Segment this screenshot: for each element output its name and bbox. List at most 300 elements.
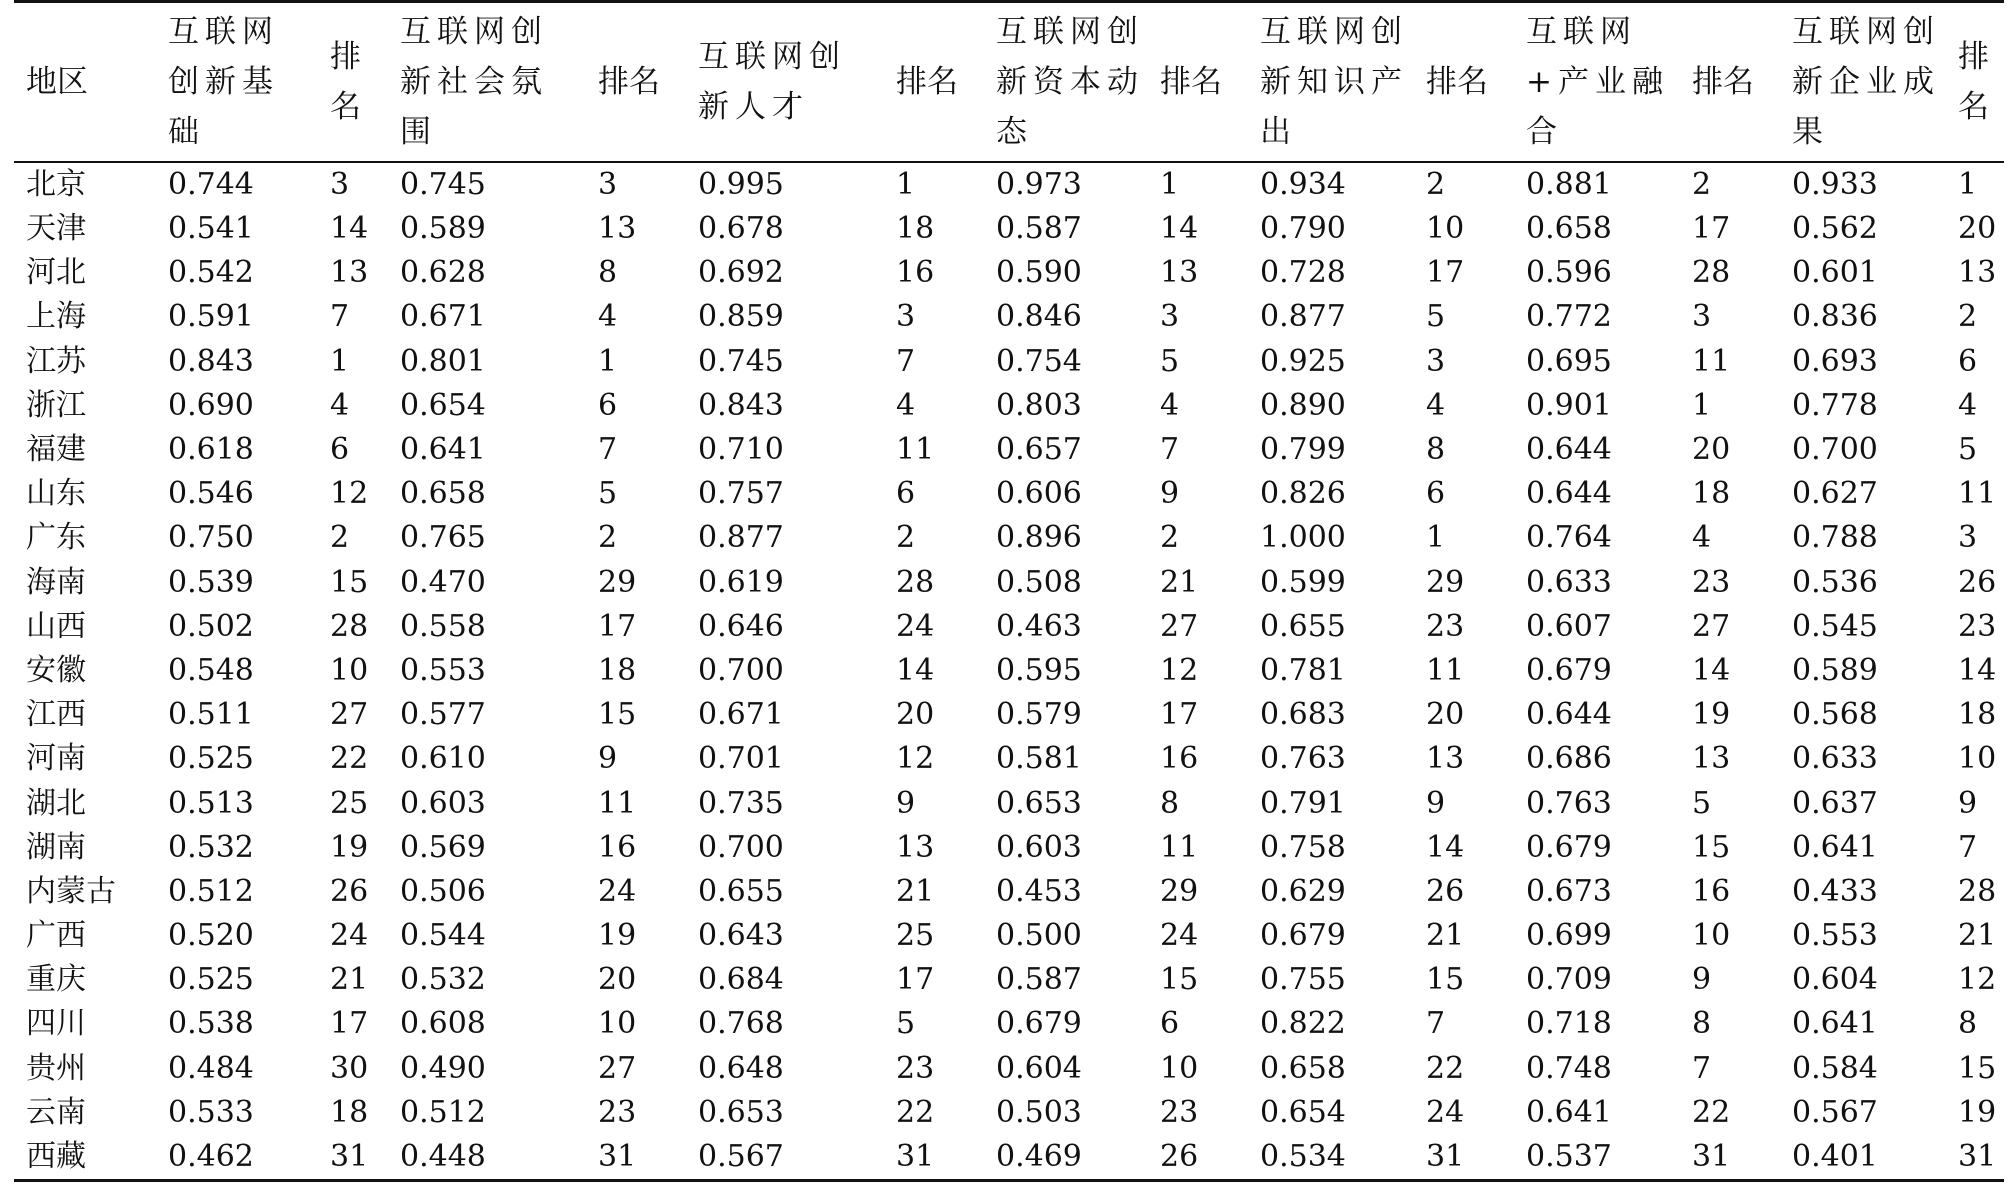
- table-row: [14, 162, 2004, 207]
- cell-rank-base: 27: [330, 697, 369, 733]
- cell-rank-base: 24: [330, 918, 369, 954]
- cell-capital: 0.587: [996, 962, 1082, 998]
- cell-talent: 0.619: [698, 564, 784, 600]
- table-row: [14, 781, 2004, 825]
- cell-atmosphere: 0.506: [400, 873, 486, 909]
- cell-integration: 0.644: [1526, 697, 1612, 733]
- cell-talent: 0.700: [698, 652, 784, 688]
- cell-rank-base: 2: [330, 520, 350, 556]
- cell-knowledge: 0.799: [1260, 432, 1346, 468]
- cell-rank-integration: 11: [1692, 343, 1731, 379]
- cell-atmosphere: 0.610: [400, 741, 486, 777]
- cell-region: 贵州: [26, 1050, 86, 1086]
- cell-rank-integration: 2: [1692, 167, 1712, 202]
- header-industry-integration: 互联网+产业融合: [1514, 2, 1684, 163]
- cell-rank-base: 14: [330, 211, 369, 247]
- cell-rank-knowledge: 6: [1426, 476, 1446, 512]
- cell-rank-talent: 3: [896, 299, 916, 335]
- cell-base: 0.525: [168, 741, 254, 777]
- table-row: [14, 428, 2004, 472]
- cell-region: 安徽: [26, 652, 86, 688]
- cell-enterprise: 0.545: [1792, 608, 1878, 644]
- cell-enterprise: 0.401: [1780, 1135, 1950, 1181]
- cell-region: 山西: [26, 608, 86, 644]
- cell-rank-atmosphere: 9: [598, 741, 618, 777]
- cell-capital: 0.587: [996, 211, 1082, 247]
- cell-rank-talent: 6: [896, 476, 916, 512]
- cell-rank-atmosphere: 19: [598, 918, 637, 954]
- cell-atmosphere: 0.608: [400, 1006, 486, 1042]
- cell-rank-capital: 7: [1160, 432, 1180, 468]
- cell-rank-capital: 8: [1160, 785, 1180, 821]
- cell-atmosphere: 0.745: [400, 167, 486, 202]
- cell-rank-knowledge: 3: [1426, 343, 1446, 379]
- cell-enterprise: 0.788: [1792, 520, 1878, 556]
- cell-integration: 0.596: [1526, 255, 1612, 291]
- cell-rank-enterprise: 31: [1950, 1135, 2004, 1181]
- cell-rank-capital: 16: [1160, 741, 1199, 777]
- cell-knowledge: 0.534: [1248, 1135, 1418, 1181]
- cell-rank-talent: 4: [896, 387, 916, 423]
- cell-atmosphere: 0.577: [400, 697, 486, 733]
- cell-capital: 0.503: [996, 1094, 1082, 1130]
- cell-rank-atmosphere: 23: [598, 1094, 637, 1130]
- cell-rank-enterprise: 10: [1958, 741, 1997, 777]
- cell-rank-atmosphere: 18: [598, 652, 637, 688]
- cell-rank-capital: 11: [1160, 829, 1199, 865]
- cell-knowledge: 0.791: [1260, 785, 1346, 821]
- cell-rank-capital: 13: [1160, 255, 1199, 291]
- table-row: [14, 958, 2004, 1002]
- cell-capital: 0.604: [996, 1050, 1082, 1086]
- cell-rank-atmosphere: 15: [598, 697, 637, 733]
- cell-rank-enterprise: 11: [1958, 476, 1997, 512]
- cell-rank-enterprise: 26: [1958, 564, 1997, 600]
- cell-capital: 0.595: [996, 652, 1082, 688]
- cell-talent: 0.648: [698, 1050, 784, 1086]
- cell-rank-talent: 1: [896, 167, 916, 202]
- cell-capital: 0.453: [996, 873, 1082, 909]
- cell-capital: 0.500: [996, 918, 1082, 954]
- table-row: [14, 384, 2004, 428]
- cell-knowledge: 0.654: [1260, 1094, 1346, 1130]
- cell-rank-talent: 7: [896, 343, 916, 379]
- cell-knowledge: 0.877: [1260, 299, 1346, 335]
- cell-capital: 0.590: [996, 255, 1082, 291]
- cell-rank-integration: 5: [1692, 785, 1712, 821]
- cell-talent: 0.678: [698, 211, 784, 247]
- cell-atmosphere: 0.641: [400, 432, 486, 468]
- header-rank-2: 排名: [590, 2, 686, 163]
- cell-enterprise: 0.553: [1792, 918, 1878, 954]
- cell-knowledge: 0.755: [1260, 962, 1346, 998]
- cell-rank-atmosphere: 8: [598, 255, 618, 291]
- cell-integration: 0.673: [1526, 873, 1612, 909]
- cell-region: 上海: [26, 299, 86, 335]
- table-row: [14, 472, 2004, 516]
- cell-rank-talent: 17: [896, 962, 935, 998]
- cell-rank-enterprise: 20: [1958, 211, 1997, 247]
- cell-capital: 0.896: [996, 520, 1082, 556]
- cell-enterprise: 0.637: [1792, 785, 1878, 821]
- cell-atmosphere: 0.558: [400, 608, 486, 644]
- table-row: [14, 516, 2004, 560]
- cell-rank-atmosphere: 3: [598, 167, 618, 202]
- cell-rank-integration: 1: [1692, 387, 1712, 423]
- cell-rank-integration: 23: [1692, 564, 1731, 600]
- cell-knowledge: 0.822: [1260, 1006, 1346, 1042]
- cell-atmosphere: 0.512: [400, 1094, 486, 1130]
- cell-base: 0.744: [168, 167, 254, 202]
- cell-rank-enterprise: 23: [1958, 608, 1997, 644]
- cell-rank-capital: 29: [1160, 873, 1199, 909]
- cell-rank-integration: 22: [1692, 1094, 1731, 1130]
- cell-rank-knowledge: 10: [1426, 211, 1465, 247]
- cell-talent: 0.768: [698, 1006, 784, 1042]
- cell-base: 0.548: [168, 652, 254, 688]
- table-row: [14, 870, 2004, 914]
- cell-rank-atmosphere: 20: [598, 962, 637, 998]
- cell-rank-enterprise: 1: [1958, 167, 1978, 202]
- cell-knowledge: 0.781: [1260, 652, 1346, 688]
- cell-region: 河南: [26, 741, 86, 777]
- cell-integration: 0.695: [1526, 343, 1612, 379]
- cell-rank-base: 19: [330, 829, 369, 865]
- cell-rank-base: 13: [330, 255, 369, 291]
- cell-base: 0.502: [168, 608, 254, 644]
- cell-base: 0.533: [168, 1094, 254, 1130]
- cell-rank-atmosphere: 5: [598, 476, 618, 512]
- cell-capital: 0.754: [996, 343, 1082, 379]
- cell-rank-talent: 25: [896, 918, 935, 954]
- cell-region: 云南: [26, 1094, 86, 1130]
- cell-rank-integration: 19: [1692, 697, 1731, 733]
- cell-rank-enterprise: 7: [1958, 829, 1978, 865]
- cell-rank-atmosphere: 7: [598, 432, 618, 468]
- cell-talent: 0.735: [698, 785, 784, 821]
- cell-region: 广东: [26, 520, 86, 556]
- table-body: [14, 162, 2004, 1180]
- header-knowledge-output: 互联网创新知识产出: [1248, 2, 1418, 163]
- cell-knowledge: 0.763: [1260, 741, 1346, 777]
- cell-rank-atmosphere: 27: [598, 1050, 637, 1086]
- cell-knowledge: 0.758: [1260, 829, 1346, 865]
- cell-rank-atmosphere: 2: [598, 520, 618, 556]
- cell-region: 湖南: [26, 829, 86, 865]
- cell-rank-knowledge: 24: [1426, 1094, 1465, 1130]
- cell-integration: 0.763: [1526, 785, 1612, 821]
- cell-rank-integration: 13: [1692, 741, 1731, 777]
- header-rank-4: 排名: [1152, 2, 1248, 163]
- cell-enterprise: 0.700: [1792, 432, 1878, 468]
- cell-enterprise: 0.536: [1792, 564, 1878, 600]
- cell-rank-knowledge: 23: [1426, 608, 1465, 644]
- cell-region: 湖北: [26, 785, 86, 821]
- cell-rank-enterprise: 4: [1958, 387, 1978, 423]
- cell-rank-enterprise: 15: [1958, 1050, 1997, 1086]
- cell-rank-atmosphere: 13: [598, 211, 637, 247]
- cell-rank-capital: 2: [1160, 520, 1180, 556]
- cell-rank-base: 3: [330, 167, 350, 202]
- cell-rank-capital: 23: [1160, 1094, 1199, 1130]
- header-rank-6: 排名: [1684, 2, 1780, 163]
- cell-knowledge: 0.934: [1260, 167, 1346, 202]
- cell-rank-atmosphere: 1: [598, 343, 618, 379]
- table-row: [14, 914, 2004, 958]
- cell-integration: 0.633: [1526, 564, 1612, 600]
- cell-talent: 0.655: [698, 873, 784, 909]
- cell-rank-atmosphere: 6: [598, 387, 618, 423]
- cell-knowledge: 0.679: [1260, 918, 1346, 954]
- cell-rank-capital: 9: [1160, 476, 1180, 512]
- cell-rank-knowledge: 15: [1426, 962, 1465, 998]
- cell-rank-base: 21: [330, 962, 369, 998]
- cell-rank-integration: 7: [1692, 1050, 1712, 1086]
- cell-knowledge: 0.629: [1260, 873, 1346, 909]
- cell-rank-base: 25: [330, 785, 369, 821]
- cell-rank-talent: 28: [896, 564, 935, 600]
- cell-region: 江苏: [26, 343, 86, 379]
- cell-rank-knowledge: 17: [1426, 255, 1465, 291]
- cell-enterprise: 0.601: [1792, 255, 1878, 291]
- cell-talent: 0.859: [698, 299, 784, 335]
- cell-capital: 0.657: [996, 432, 1082, 468]
- cell-capital: 0.581: [996, 741, 1082, 777]
- cell-rank-knowledge: 31: [1418, 1135, 1514, 1181]
- cell-rank-enterprise: 21: [1958, 918, 1997, 954]
- cell-rank-capital: 6: [1160, 1006, 1180, 1042]
- cell-talent: 0.671: [698, 697, 784, 733]
- cell-integration: 0.644: [1526, 432, 1612, 468]
- cell-knowledge: 0.826: [1260, 476, 1346, 512]
- cell-rank-talent: 20: [896, 697, 935, 733]
- table-row: [14, 1091, 2004, 1135]
- cell-region: 江西: [26, 697, 86, 733]
- cell-rank-integration: 17: [1692, 211, 1731, 247]
- cell-rank-enterprise: 2: [1958, 299, 1978, 335]
- cell-rank-talent: 11: [896, 432, 935, 468]
- cell-rank-integration: 8: [1692, 1006, 1712, 1042]
- cell-capital: 0.846: [996, 299, 1082, 335]
- cell-knowledge: 0.890: [1260, 387, 1346, 423]
- cell-rank-capital: 21: [1160, 564, 1199, 600]
- cell-region: 河北: [26, 255, 86, 291]
- table-row: [14, 1002, 2004, 1046]
- cell-rank-integration: 27: [1692, 608, 1731, 644]
- cell-rank-knowledge: 4: [1426, 387, 1446, 423]
- cell-rank-enterprise: 6: [1958, 343, 1978, 379]
- header-rank-7: 排名: [1950, 2, 2004, 163]
- cell-rank-talent: 14: [896, 652, 935, 688]
- cell-rank-atmosphere: 10: [598, 1006, 637, 1042]
- cell-atmosphere: 0.544: [400, 918, 486, 954]
- cell-capital: 0.579: [996, 697, 1082, 733]
- cell-rank-enterprise: 12: [1958, 962, 1997, 998]
- cell-rank-knowledge: 7: [1426, 1006, 1446, 1042]
- cell-rank-knowledge: 29: [1426, 564, 1465, 600]
- cell-rank-atmosphere: 4: [598, 299, 618, 335]
- cell-talent: 0.646: [698, 608, 784, 644]
- cell-base: 0.511: [168, 697, 254, 733]
- cell-knowledge: 0.655: [1260, 608, 1346, 644]
- cell-base: 0.532: [168, 829, 254, 865]
- cell-rank-base: 10: [330, 652, 369, 688]
- cell-rank-talent: 2: [896, 520, 916, 556]
- cell-rank-talent: 22: [896, 1094, 935, 1130]
- table-row: [14, 737, 2004, 781]
- cell-rank-talent: 5: [896, 1006, 916, 1042]
- cell-base: 0.618: [168, 432, 254, 468]
- cell-integration: 0.607: [1526, 608, 1612, 644]
- table-row: [14, 649, 2004, 693]
- cell-atmosphere: 0.569: [400, 829, 486, 865]
- cell-enterprise: 0.633: [1792, 741, 1878, 777]
- cell-rank-talent: 16: [896, 255, 935, 291]
- cell-enterprise: 0.778: [1792, 387, 1878, 423]
- cell-region: 浙江: [26, 387, 86, 423]
- cell-rank-base: 4: [330, 387, 350, 423]
- cell-talent: 0.710: [698, 432, 784, 468]
- cell-talent: 0.757: [698, 476, 784, 512]
- cell-base: 0.541: [168, 211, 254, 247]
- cell-enterprise: 0.641: [1792, 1006, 1878, 1042]
- cell-rank-knowledge: 13: [1426, 741, 1465, 777]
- cell-base: 0.512: [168, 873, 254, 909]
- cell-rank-base: 17: [330, 1006, 369, 1042]
- cell-enterprise: 0.836: [1792, 299, 1878, 335]
- cell-integration: 0.641: [1526, 1094, 1612, 1130]
- cell-rank-talent: 18: [896, 211, 935, 247]
- cell-region: 海南: [26, 564, 86, 600]
- cell-talent: 0.745: [698, 343, 784, 379]
- cell-capital: 0.603: [996, 829, 1082, 865]
- cell-rank-capital: 27: [1160, 608, 1199, 644]
- cell-atmosphere: 0.671: [400, 299, 486, 335]
- cell-rank-base: 26: [330, 873, 369, 909]
- cell-region: 内蒙古: [26, 873, 116, 909]
- cell-rank-knowledge: 21: [1426, 918, 1465, 954]
- cell-base: 0.546: [168, 476, 254, 512]
- cell-region: 天津: [26, 211, 86, 247]
- cell-rank-talent: 31: [888, 1135, 984, 1181]
- cell-rank-integration: 9: [1692, 962, 1712, 998]
- cell-rank-knowledge: 14: [1426, 829, 1465, 865]
- cell-rank-knowledge: 1: [1426, 520, 1446, 556]
- cell-rank-knowledge: 5: [1426, 299, 1446, 335]
- cell-rank-talent: 13: [896, 829, 935, 865]
- cell-integration: 0.718: [1526, 1006, 1612, 1042]
- cell-integration: 0.658: [1526, 211, 1612, 247]
- cell-atmosphere: 0.654: [400, 387, 486, 423]
- cell-rank-talent: 12: [896, 741, 935, 777]
- data-table-container: [14, 0, 2004, 1182]
- table-header: [14, 2, 2004, 163]
- cell-base: 0.462: [156, 1135, 322, 1181]
- cell-base: 0.750: [168, 520, 254, 556]
- cell-rank-knowledge: 2: [1426, 167, 1446, 202]
- cell-atmosphere: 0.490: [400, 1050, 486, 1086]
- table-row: [14, 605, 2004, 649]
- cell-rank-atmosphere: 31: [590, 1135, 686, 1181]
- header-row: [14, 2, 2004, 163]
- cell-atmosphere: 0.448: [388, 1135, 590, 1181]
- cell-integration: 0.679: [1526, 652, 1612, 688]
- cell-atmosphere: 0.589: [400, 211, 486, 247]
- table-row: [14, 340, 2004, 384]
- cell-rank-enterprise: 28: [1958, 873, 1997, 909]
- cell-knowledge: 0.728: [1260, 255, 1346, 291]
- cell-rank-base: 31: [322, 1135, 388, 1181]
- cell-enterprise: 0.584: [1792, 1050, 1878, 1086]
- cell-enterprise: 0.433: [1792, 873, 1878, 909]
- cell-rank-atmosphere: 16: [598, 829, 637, 865]
- cell-capital: 0.469: [984, 1135, 1152, 1181]
- cell-atmosphere: 0.801: [400, 343, 486, 379]
- cell-integration: 0.748: [1526, 1050, 1612, 1086]
- cell-enterprise: 0.641: [1792, 829, 1878, 865]
- cell-rank-knowledge: 9: [1426, 785, 1446, 821]
- cell-rank-talent: 9: [896, 785, 916, 821]
- table-row: [14, 561, 2004, 605]
- cell-integration: 0.686: [1526, 741, 1612, 777]
- table-row: [14, 1047, 2004, 1091]
- cell-enterprise: 0.627: [1792, 476, 1878, 512]
- cell-integration: 0.901: [1526, 387, 1612, 423]
- cell-atmosphere: 0.628: [400, 255, 486, 291]
- cell-rank-integration: 31: [1684, 1135, 1780, 1181]
- header-capital-dynamics: 互联网创新资本动态: [984, 2, 1152, 163]
- cell-integration: 0.764: [1526, 520, 1612, 556]
- cell-rank-knowledge: 11: [1426, 652, 1465, 688]
- cell-rank-base: 6: [330, 432, 350, 468]
- cell-talent: 0.684: [698, 962, 784, 998]
- cell-region: 四川: [26, 1006, 86, 1042]
- cell-base: 0.542: [168, 255, 254, 291]
- cell-capital: 0.679: [996, 1006, 1082, 1042]
- cell-rank-enterprise: 13: [1958, 255, 1997, 291]
- cell-knowledge: 0.658: [1260, 1050, 1346, 1086]
- cell-enterprise: 0.562: [1792, 211, 1878, 247]
- cell-knowledge: 0.790: [1260, 211, 1346, 247]
- cell-rank-knowledge: 20: [1426, 697, 1465, 733]
- cell-rank-integration: 16: [1692, 873, 1731, 909]
- cell-rank-integration: 18: [1692, 476, 1731, 512]
- header-rank-1: 排名: [322, 2, 388, 163]
- cell-rank-atmosphere: 24: [598, 873, 637, 909]
- cell-rank-knowledge: 26: [1426, 873, 1465, 909]
- cell-enterprise: 0.933: [1792, 167, 1878, 202]
- cell-rank-base: 12: [330, 476, 369, 512]
- cell-knowledge: 0.925: [1260, 343, 1346, 379]
- header-innovation-base: 互联网创新基础: [156, 2, 322, 163]
- cell-rank-enterprise: 3: [1958, 520, 1978, 556]
- cell-atmosphere: 0.470: [400, 564, 486, 600]
- cell-rank-knowledge: 22: [1426, 1050, 1465, 1086]
- cell-rank-base: 28: [330, 608, 369, 644]
- cell-rank-base: 18: [330, 1094, 369, 1130]
- cell-rank-capital: 1: [1160, 167, 1180, 202]
- cell-capital: 0.803: [996, 387, 1082, 423]
- cell-region: 广西: [26, 918, 86, 954]
- cell-region: 西藏: [14, 1135, 156, 1181]
- cell-integration: 0.679: [1526, 829, 1612, 865]
- table-row: [14, 826, 2004, 870]
- header-enterprise-results: 互联网创新企业成果: [1780, 2, 1950, 163]
- cell-rank-integration: 20: [1692, 432, 1731, 468]
- cell-integration: 0.772: [1526, 299, 1612, 335]
- table-row: [14, 693, 2004, 737]
- cell-rank-capital: 26: [1152, 1135, 1248, 1181]
